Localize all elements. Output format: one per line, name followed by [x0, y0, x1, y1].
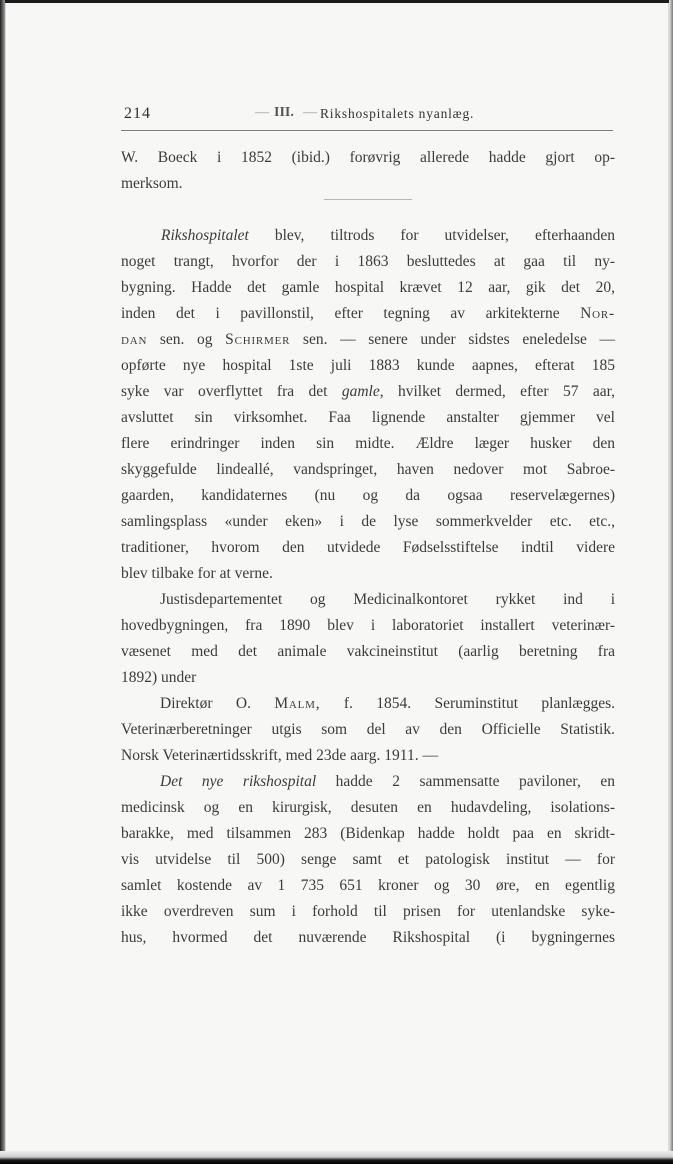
name-small-caps: Nor-: [580, 305, 615, 322]
running-header: [124, 105, 614, 127]
text-line: syke var overflyttet fra det gamle, hvilket dermed, efter 57 aar,: [121, 383, 616, 400]
page-number: 214: [124, 105, 151, 122]
text-line: skyggefulde lindeallé, vandspringet, haven nedover mot Sabroe-: [121, 461, 615, 478]
header-dash-left: —: [255, 105, 269, 120]
emphasis: gamle,: [341, 383, 384, 400]
text-line: hovedbygningen, fra 1890 blev i laboratoriet installert veterinær-: [121, 617, 615, 634]
text-line: Norsk Veterinærtidsskrift, med 23de aarg. 1911. —: [121, 747, 438, 764]
running-title: Rikshospitalets nyanlæg.: [320, 106, 475, 121]
name-small-caps: dan: [121, 331, 148, 348]
text-line: dan sen. og Schirmer sen. — senere under sidstes eneledelse —: [121, 331, 615, 348]
text-line: merksom.: [121, 175, 183, 192]
text-line: opførte nye hospital 1ste juli 1883 kunde aapnes, efterat 185: [121, 357, 615, 374]
text-line: væsenet med det animale vakcineinstitut (aarlig beretning fra: [121, 643, 615, 660]
text-line: medicinsk og en kirurgisk, desuten en hudavdeling, isolations-: [121, 799, 615, 816]
text-line: flere erindringer inden sin midte. Ældre læger husker den: [121, 435, 615, 452]
text-line: gaarden, kandidaternes (nu og da ogsaa reservelægernes): [121, 487, 615, 504]
text-line: noget trangt, hvorfor der i 1863 besluttedes at gaa til ny-: [121, 253, 615, 270]
text-line: hus, hvormed det nuværende Rikshospital (i bygningernes: [121, 929, 615, 946]
name-small-caps: Schirmer: [225, 331, 291, 348]
text-line: Justisdepartementet og Medicinalkontoret rykket ind i: [160, 591, 615, 608]
text-line: 1892) under: [121, 669, 197, 686]
text-line: samlet kostende av 1 735 651 kroner og 30 øre, en egentlig: [121, 877, 615, 894]
scan-left-edge: [0, 0, 5, 1164]
text-line: bygning. Hadde det gamle hospital krævet 12 aar, gik det 20,: [121, 279, 615, 296]
text-line: barakke, med tilsammen 283 (Bidenkap hadde holdt paa en skridt-: [121, 825, 615, 842]
text-line: blev tilbake for at verne.: [121, 565, 273, 582]
text-line: ikke overdreven sum i forhold til prisen for utenlandske syke-: [121, 903, 615, 920]
chapter-number: III.: [274, 105, 294, 120]
scan-bottom-edge: [0, 1151, 673, 1164]
text-line: Rikshospitalet blev, tiltrods for utvidelser, efterhaanden: [161, 227, 615, 244]
text-line: avsluttet sin virksomhet. Faa lignende anstalter gjemmer vel: [121, 409, 615, 426]
text-line: inden det i pavillonstil, efter tegning av arkitekterne Nor-: [121, 305, 615, 322]
header-rule: [121, 130, 613, 131]
text-line: traditioner, hvorom den utvidede Fødselsstiftelse indtil videre: [121, 539, 615, 556]
emphasis: Rikshospitalet: [161, 227, 249, 244]
text-line: Direktør O. Malm, f. 1854. Seruminstitut planlægges.: [160, 695, 615, 712]
name-small-caps: Malm,: [274, 695, 321, 712]
text-line: samlingsplass «under eken» i de lyse sommerkvelder etc. etc.,: [121, 513, 615, 530]
text-line: Veterinærberetninger utgis som del av den Officielle Statistik.: [121, 721, 615, 738]
scan-right-edge: [669, 0, 673, 1164]
header-dash-right: —: [303, 105, 317, 120]
body-text: [121, 145, 615, 951]
section-separator: [121, 197, 615, 223]
text-line: Det nye rikshospital hadde 2 sammensatte paviloner, en: [160, 773, 615, 790]
emphasis: Det nye rikshospital: [160, 773, 317, 790]
text-line: vis utvidelse til 500) senge samt et patologisk institut — for: [121, 851, 615, 868]
text-line: W. Boeck i 1852 (ibid.) forøvrig allerede hadde gjort op-: [121, 149, 615, 166]
